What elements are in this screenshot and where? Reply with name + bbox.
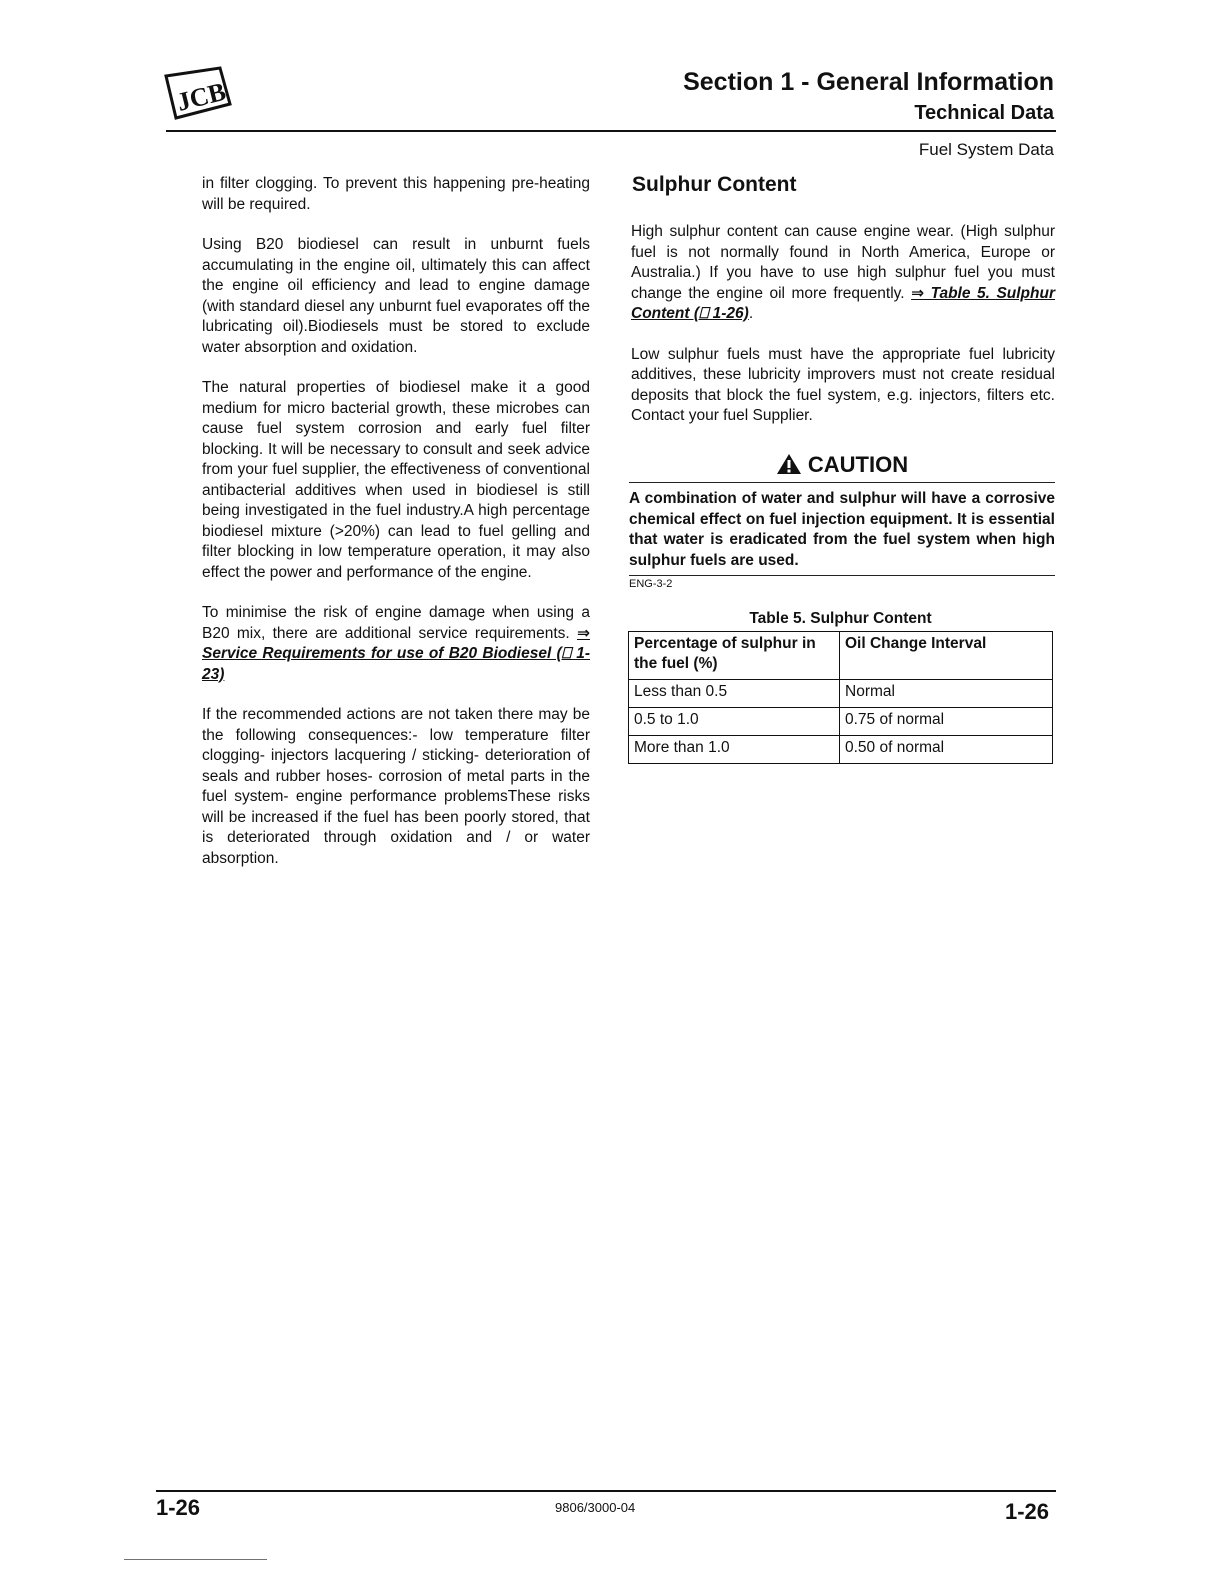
logo-text: JCB xyxy=(173,76,229,117)
table-row xyxy=(629,708,1053,736)
scan-artifact-line xyxy=(124,1559,267,1560)
service-requirements-link[interactable]: ⇒ Service Requirements for use of B20 Biodiesel (⎕ 1-23) xyxy=(202,624,590,683)
table-row xyxy=(629,680,1053,708)
document-code: 9806/3000-04 xyxy=(555,1500,636,1515)
right-column xyxy=(631,222,1055,447)
table-caption: Table 5. Sulphur Content xyxy=(749,610,932,627)
warning-triangle-icon xyxy=(776,453,802,475)
table-cell: More than 1.0 xyxy=(629,736,840,764)
paragraph xyxy=(202,603,590,685)
jcb-logo xyxy=(160,64,236,122)
caution-text: A combination of water and sulphur will have a corrosive chemical effect on fuel injection equipment. It is essential that water is eradicated from the fuel system when high sulphur fuels are used. xyxy=(629,483,1055,576)
paragraph: The natural properties of biodiesel make it a good medium for micro bacterial growth, these microbes can cause fuel system corrosion and early fuel filter blocking. It will be necessary to consult and seek advice from your fuel supplier, the effectiveness of conventional antibacterial additives when used in biodiesel is still being investigated in the fuel industry.A high percentage biodiesel mixture (>20%) can lead to fuel gelling and filter blocking in low temperature operation, it may also effect the power and performance of the engine. xyxy=(202,379,590,581)
table-cell: 0.50 of normal xyxy=(840,736,1053,764)
header-rule xyxy=(166,130,1056,132)
table-5-link[interactable]: ⇒ Table 5. Sulphur Content (⎕ 1-26) xyxy=(631,284,1055,322)
page-number-right: 1-26 xyxy=(1004,1499,1049,1524)
table-header-row xyxy=(629,632,1053,680)
section-title: Section 1 - General Information xyxy=(683,68,1054,96)
column-header: Oil Change Interval xyxy=(840,632,1053,680)
page-number-left: 1-26 xyxy=(156,1495,201,1520)
paragraph: Using B20 biodiesel can result in unburnt fuels accumulating in the engine oil, ultimately this can affect the engine oil efficiency and lead to engine damage (with standard diesel any unburnt fuel evaporates off the lubricating oil).Biodiesels must be stored to exclude water absorption and oxidation. xyxy=(202,236,590,356)
paragraph-text: To minimise the risk of engine damage when using a B20 mix, there are additional service requirements. xyxy=(202,604,590,642)
sulphur-content-heading: Sulphur Content xyxy=(632,173,797,196)
column-header: Percentage of sulphur in the fuel (%) xyxy=(629,632,840,680)
table-row xyxy=(629,736,1053,764)
table-cell: Less than 0.5 xyxy=(629,680,840,708)
caution-heading xyxy=(629,450,1055,483)
table-cell: Normal xyxy=(840,680,1053,708)
paragraph xyxy=(631,222,1055,325)
paragraph-text: High sulphur content can cause engine wear. (High sulphur fuel is not normally found in North America, Europe or Australia.) If you have to use high sulphur fuel you must change the engine oil more frequently. xyxy=(631,223,1055,302)
sulphur-content-table xyxy=(628,631,1053,764)
paragraph: in filter clogging. To prevent this happening pre-heating will be required. xyxy=(202,175,590,213)
table-cell: 0.5 to 1.0 xyxy=(629,708,840,736)
caution-title: CAUTION xyxy=(807,452,909,477)
left-column xyxy=(202,174,590,889)
caution-code: ENG-3-2 xyxy=(629,578,673,590)
footer-rule xyxy=(156,1490,1056,1492)
topic-label: Fuel System Data xyxy=(918,140,1054,159)
paragraph: If the recommended actions are not taken there may be the following consequences:- low temperature filter clogging- injectors lacquering / sticking- deterioration of seals and rubber hoses- corrosion of metal parts in the fuel system- engine performance problemsThese risks will be increased if the fuel has been poorly stored, that is deteriorated through oxidation and / or water absorption. xyxy=(202,706,590,867)
paragraph: Low sulphur fuels must have the appropriate fuel lubricity additives, these lubricity improvers must not create residual deposits that block the fuel system, e.g. injectors, filters etc. Contact your fuel Supplier. xyxy=(631,345,1055,424)
subsection-title: Technical Data xyxy=(914,102,1054,124)
caution-box xyxy=(629,450,1055,590)
table-cell: 0.75 of normal xyxy=(840,708,1053,736)
paragraph-end: . xyxy=(748,305,754,322)
